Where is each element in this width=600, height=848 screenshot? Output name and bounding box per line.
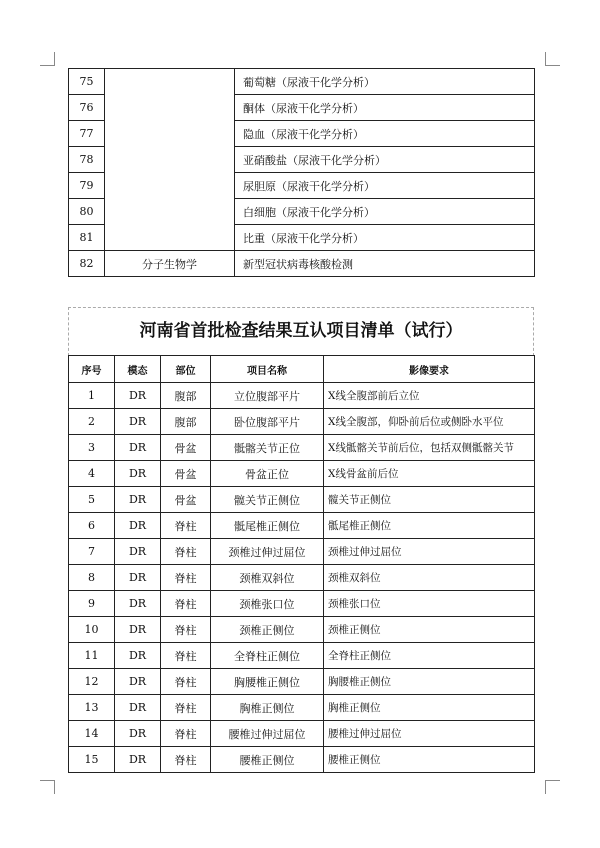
table-cell: 骶髂关节正位 [211, 435, 324, 461]
table-row [69, 669, 535, 695]
table-cell: DR [115, 695, 161, 721]
table-cell: 脊柱 [161, 513, 211, 539]
table-row: 78 亚硝酸盐（尿液干化学分析） [69, 147, 535, 173]
table-row [69, 409, 535, 435]
table-cell: 10 [69, 617, 115, 643]
table-row [69, 435, 535, 461]
table-row [69, 721, 535, 747]
crop-mark [54, 52, 55, 66]
table-cell: DR [115, 643, 161, 669]
table-cell: DR [115, 513, 161, 539]
table-row: 75 葡萄糖（尿液干化学分析） [69, 69, 535, 95]
table-row [69, 747, 535, 773]
table-cell: 腰椎正侧位 [324, 747, 535, 773]
crop-mark [40, 780, 54, 781]
table-cell: 9 [69, 591, 115, 617]
crop-mark [545, 52, 546, 66]
table-cell: 颈椎双斜位 [324, 565, 535, 591]
table-cell: 12 [69, 669, 115, 695]
table-cell: 颈椎张口位 [211, 591, 324, 617]
table-cell: DR [115, 591, 161, 617]
table-cell: 脊柱 [161, 669, 211, 695]
table-row: 77 隐血（尿液干化学分析） [69, 121, 535, 147]
table-cell: 胸椎正侧位 [324, 695, 535, 721]
table-cell: DR [115, 461, 161, 487]
table-cell: X线全腹部前后立位 [324, 383, 535, 409]
table-cell: 4 [69, 461, 115, 487]
table-cell: 脊柱 [161, 721, 211, 747]
crop-mark [54, 780, 55, 794]
table-cell: X线全腹部，仰卧前后位或侧卧水平位 [324, 409, 535, 435]
table-cell: 颈椎过伸过屈位 [324, 539, 535, 565]
table-cell: 6 [69, 513, 115, 539]
table-cell: 脊柱 [161, 591, 211, 617]
table-cell: 腹部 [161, 409, 211, 435]
table-cell: DR [115, 747, 161, 773]
table-cell: DR [115, 721, 161, 747]
table-row [69, 695, 535, 721]
header-name: 项目名称 [211, 356, 324, 383]
table-cell: 全脊柱正侧位 [211, 643, 324, 669]
table-cell: 15 [69, 747, 115, 773]
table-cell: 8 [69, 565, 115, 591]
table-cell: 7 [69, 539, 115, 565]
table-header-row [69, 356, 535, 383]
header-no: 序号 [69, 356, 115, 383]
table-cell: X线骨盆前后位 [324, 461, 535, 487]
table-cell: 2 [69, 409, 115, 435]
table-cell: 腰椎正侧位 [211, 747, 324, 773]
table-cell: 脊柱 [161, 747, 211, 773]
table-cell: 立位腹部平片 [211, 383, 324, 409]
table-cell: 脊柱 [161, 565, 211, 591]
table-cell: 5 [69, 487, 115, 513]
table-cell: X线骶髂关节前后位，包括双侧骶髂关节 [324, 435, 535, 461]
table-cell: 颈椎正侧位 [324, 617, 535, 643]
table-cell: DR [115, 487, 161, 513]
lab-items-table [68, 68, 535, 277]
table-row [69, 383, 535, 409]
table-row [69, 643, 535, 669]
table-cell: 脊柱 [161, 643, 211, 669]
table-cell: 骶尾椎正侧位 [324, 513, 535, 539]
imaging-items-table [68, 355, 535, 773]
table-cell: 髋关节正侧位 [211, 487, 324, 513]
table-cell: 胸椎正侧位 [211, 695, 324, 721]
table-cell: DR [115, 383, 161, 409]
table-cell: 3 [69, 435, 115, 461]
table-row [69, 591, 535, 617]
table-cell: DR [115, 539, 161, 565]
table-cell: DR [115, 669, 161, 695]
crop-mark [545, 780, 546, 794]
table-cell: 14 [69, 721, 115, 747]
table-cell: 腹部 [161, 383, 211, 409]
table-cell: DR [115, 409, 161, 435]
table-cell: DR [115, 565, 161, 591]
crop-mark [546, 780, 560, 781]
table-cell: 骨盆 [161, 487, 211, 513]
table-cell: 骨盆 [161, 461, 211, 487]
table-cell: 脊柱 [161, 695, 211, 721]
table-row [69, 461, 535, 487]
table-cell: 卧位腹部平片 [211, 409, 324, 435]
table-row: 81 比重（尿液干化学分析） [69, 225, 535, 251]
table-cell: 胸腰椎正侧位 [211, 669, 324, 695]
table-cell: 脊柱 [161, 617, 211, 643]
header-modality: 模态 [115, 356, 161, 383]
table-row: 80 白细胞（尿液干化学分析） [69, 199, 535, 225]
table-row [69, 513, 535, 539]
table-cell: 颈椎过伸过屈位 [211, 539, 324, 565]
table-row [69, 565, 535, 591]
table-row: 79 尿胆原（尿液干化学分析） [69, 173, 535, 199]
table-cell: 全脊柱正侧位 [324, 643, 535, 669]
table-cell: 腰椎过伸过屈位 [324, 721, 535, 747]
table-cell: 腰椎过伸过屈位 [211, 721, 324, 747]
table-cell: 颈椎张口位 [324, 591, 535, 617]
table-cell: 11 [69, 643, 115, 669]
table-cell: DR [115, 435, 161, 461]
page-title: 河南省首批检查结果互认项目清单（试行） [68, 307, 534, 356]
category-cell-empty [105, 69, 235, 251]
table-cell: 骨盆正位 [211, 461, 324, 487]
crop-mark [40, 65, 54, 66]
table-cell: 骶尾椎正侧位 [211, 513, 324, 539]
table-cell: 13 [69, 695, 115, 721]
table-cell: 颈椎双斜位 [211, 565, 324, 591]
header-requirement: 影像要求 [324, 356, 535, 383]
table-row [69, 617, 535, 643]
table-cell: 颈椎正侧位 [211, 617, 324, 643]
table-row: 76 酮体（尿液干化学分析） [69, 95, 535, 121]
table-cell: 髋关节正侧位 [324, 487, 535, 513]
table-cell: 骨盆 [161, 435, 211, 461]
table-row: 82 分子生物学 新型冠状病毒核酸检测 [69, 251, 535, 277]
header-site: 部位 [161, 356, 211, 383]
table-row [69, 539, 535, 565]
table-cell: 脊柱 [161, 539, 211, 565]
table-cell: 胸腰椎正侧位 [324, 669, 535, 695]
table-row [69, 487, 535, 513]
table-cell: DR [115, 617, 161, 643]
table-cell: 1 [69, 383, 115, 409]
crop-mark [546, 65, 560, 66]
